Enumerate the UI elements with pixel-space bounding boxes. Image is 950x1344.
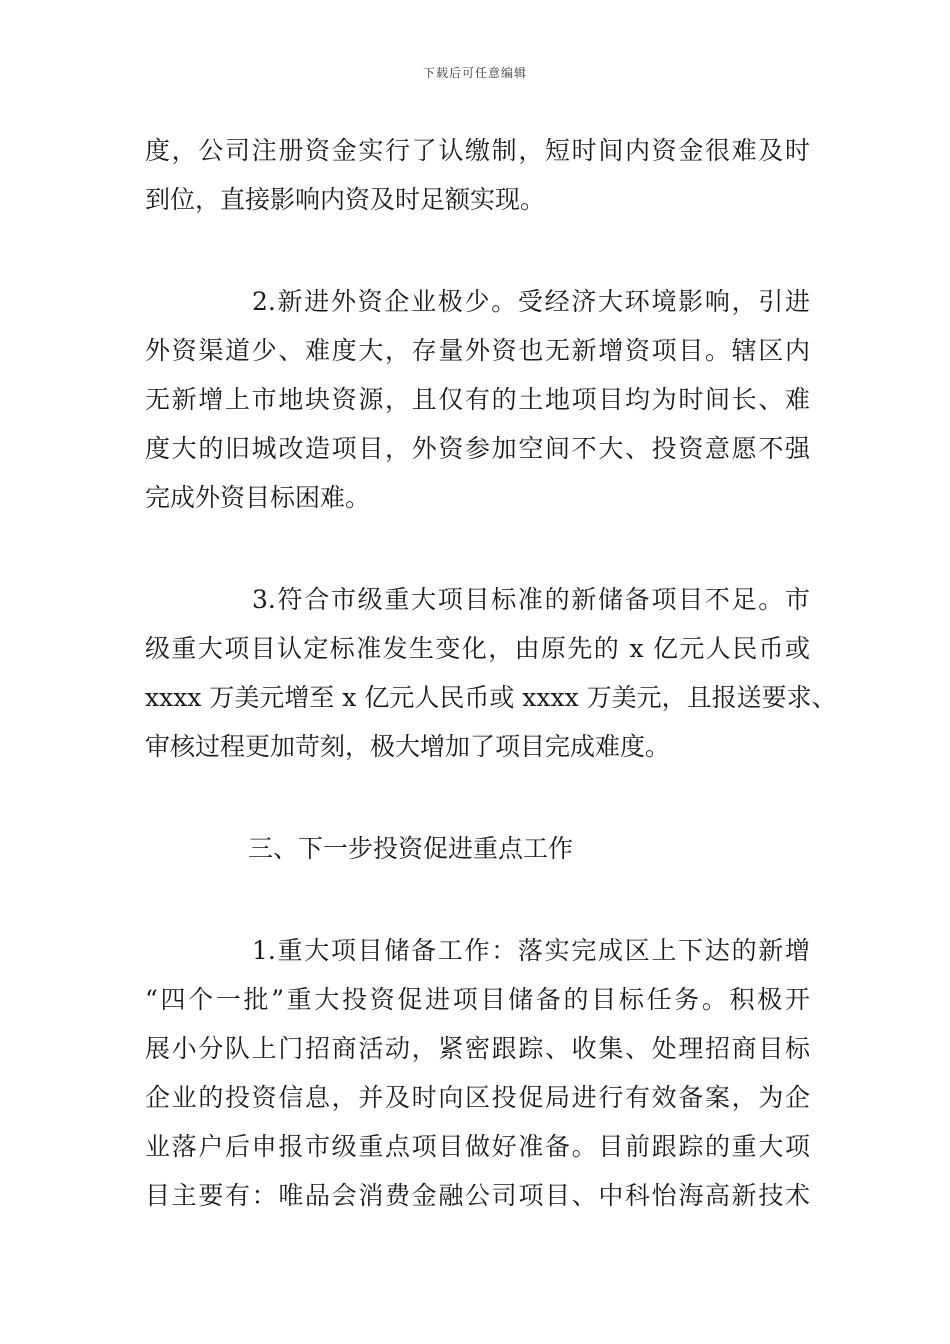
text-line: “四个一批”重大投资促进项目储备的目标任务。积极开 <box>145 985 810 1014</box>
section-heading: 三、下一步投资促进重点工作 <box>248 834 574 863</box>
text-line: 外资渠道少、难度大，存量外资也无新增资项目。辖区内 <box>145 336 810 365</box>
text-line: 完成外资目标困难。 <box>145 483 371 512</box>
document-body <box>145 126 837 1220</box>
text-line: 业落户后申报市级重点项目做好准备。目前跟踪的重大项 <box>145 1132 810 1161</box>
page-header: 下载后可任意编辑 <box>422 66 527 80</box>
paragraph-item-1 <box>145 926 810 1220</box>
text-line: 企业的投资信息，并及时向区投促局进行有效备案，为企 <box>145 1083 810 1112</box>
text-line: 3.符合市级重大项目标准的新储备项目不足。市 <box>252 585 810 614</box>
text-line: 级重大项目认定标准发生变化，由原先的 x 亿元人民币或 <box>145 634 810 663</box>
text-line: 目主要有：唯品会消费金融公司项目、中科怡海高新技术 <box>145 1181 810 1210</box>
text-line: xxxx 万美元增至 x 亿元人民币或 xxxx 万美元，且报送要求、 <box>145 683 837 712</box>
paragraph-continuation <box>145 126 810 224</box>
text-line: 1.重大项目储备工作：落实完成区上下达的新增 <box>252 936 810 965</box>
text-line: 度大的旧城改造项目，外资参加空间不大、投资意愿不强 <box>145 434 810 463</box>
text-line: 到位，直接影响内资及时足额实现。 <box>145 185 546 214</box>
paragraph-item-3 <box>145 575 837 771</box>
text-line: 审核过程更加苛刻，极大增加了项目完成难度。 <box>145 732 671 761</box>
paragraph-item-2 <box>145 277 810 522</box>
text-line: 度，公司注册资金实行了认缴制，短时间内资金很难及时 <box>145 136 810 165</box>
text-line: 无新增上市地块资源，且仅有的土地项目均为时间长、难 <box>145 385 810 414</box>
text-line: 2.新进外资企业极少。受经济大环境影响，引进 <box>252 287 810 316</box>
text-line: 展小分队上门招商活动，紧密跟踪、收集、处理招商目标 <box>145 1034 810 1063</box>
